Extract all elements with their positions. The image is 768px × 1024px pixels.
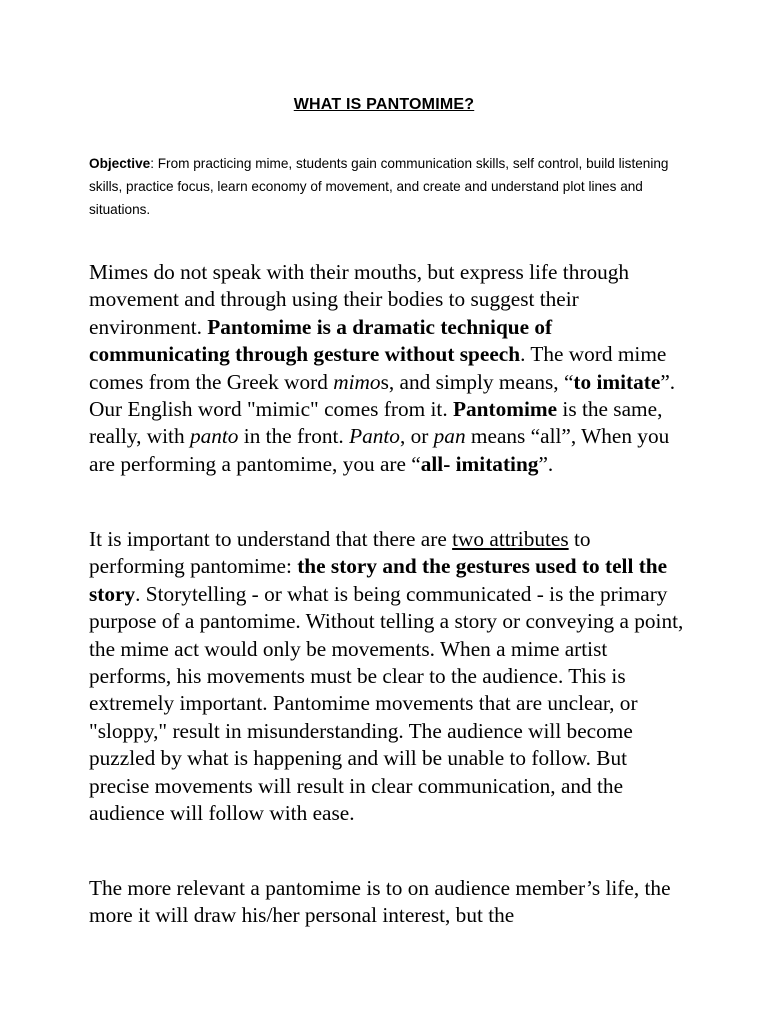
- italic-run: Panto: [349, 424, 400, 449]
- paragraph-definition: [89, 259, 689, 478]
- italic-run: mimo: [333, 369, 381, 394]
- paragraph-attributes: [89, 526, 689, 827]
- text-run: It is important to understand that there are: [89, 527, 453, 551]
- text-run: , or: [399, 424, 434, 449]
- objective-paragraph: [89, 152, 697, 221]
- text-run: to performing pantomime:: [89, 527, 591, 579]
- text-run: means “all”, When you are performing a pantomime, you are “: [89, 424, 670, 476]
- bold-run: Pantomime: [453, 397, 558, 422]
- bold-run: all- imitating: [420, 451, 539, 476]
- paragraph-relevance: [89, 875, 689, 930]
- italic-run: panto: [189, 424, 239, 449]
- text-run: ”. Our English word "mimic" comes from it.: [89, 369, 676, 422]
- text-run: Mimes do not speak with their mouths, but express life through movement and through using their bodies to suggest their environment.: [89, 260, 630, 339]
- objective-text: : From practicing mime, students gain communication skills, self control, build listening skills, practice focus, learn economy of movement, and create and understand plot lines and situations.: [89, 156, 669, 217]
- underline-run: two attributes: [452, 527, 569, 551]
- italic-run: pan: [433, 424, 466, 449]
- text-run: in the front.: [238, 424, 350, 449]
- text-run: The more relevant a pantomime is to on audience member’s life, the more it will draw his/her personal interest, but the: [89, 876, 671, 928]
- objective-label: Objective: [89, 156, 151, 171]
- text-run: is the same, really, with: [89, 397, 663, 449]
- bold-run: Pantomime is a dramatic technique of communicating through gesture without speech: [89, 314, 553, 367]
- text-run: . Storytelling - or what is being communicated - is the primary purpose of a pantomime. Without telling a story or conveying a point, the mime act would only be movements. When a mime artist performs, his movements must be clear to the audience. This is extremely important. Pantomime movements that are unclear, or "sloppy," result in misunderstanding. The audience will become puzzled by what is happening and will be unable to follow. But precise movements will result in clear communication, and the audience will follow with ease.: [89, 581, 684, 826]
- page-title: WHAT IS PANTOMIME?: [293, 96, 475, 113]
- text-run: . The word mime comes from the Greek word: [89, 342, 667, 394]
- bold-run: the story and the gestures used to tell the story: [89, 554, 668, 606]
- bold-run: to imitate: [573, 369, 661, 394]
- text-run: s, and simply means, “: [380, 369, 574, 394]
- text-run: ”.: [538, 451, 554, 476]
